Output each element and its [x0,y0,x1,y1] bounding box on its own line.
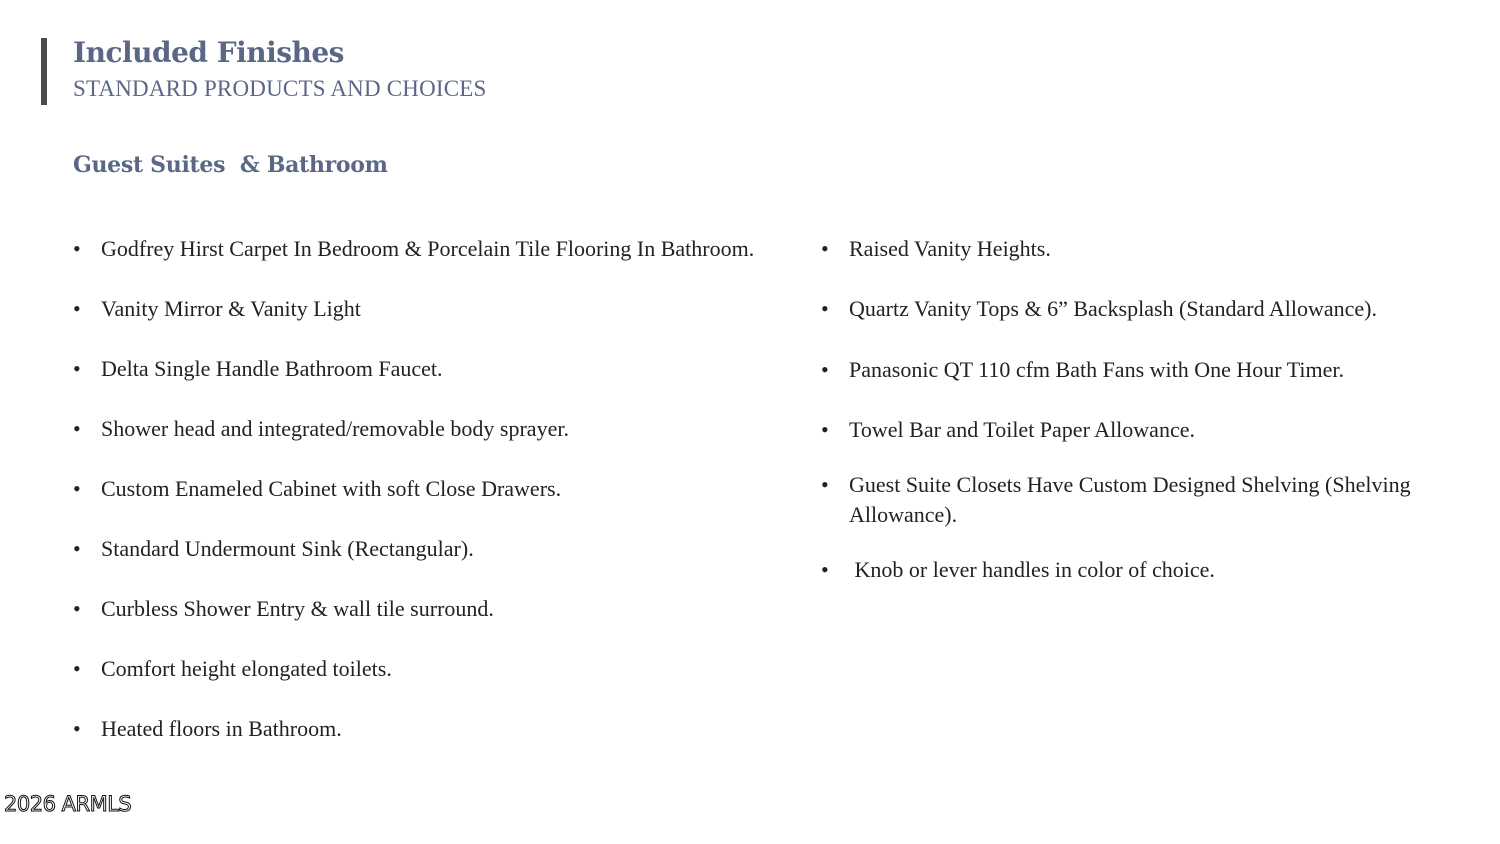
list-item-text: Curbless Shower Entry & wall tile surround. [101,596,494,621]
list-item [821,294,1461,324]
bullet-icon: • [73,236,81,261]
list-item-text: Standard Undermount Sink (Rectangular). [101,536,474,561]
list-item-text: Guest Suite Closets Have Custom Designed Shelving (Shelving Allowance). [849,472,1415,527]
bullet-icon: • [73,716,81,741]
list-item-text: Delta Single Handle Bathroom Faucet. [101,356,443,381]
page-title: Included Finishes [73,36,344,69]
page-subtitle: STANDARD PRODUCTS AND CHOICES [73,76,487,101]
list-item [821,470,1461,530]
bullet-icon: • [73,296,81,321]
list-item [821,415,1461,445]
list-item [73,534,773,564]
bullet-icon: • [73,536,81,561]
section-heading: Guest Suites & Bathroom [73,152,388,178]
bullet-icon: • [821,296,829,321]
list-item [821,234,1461,264]
list-item-text: Vanity Mirror & Vanity Light [101,296,361,321]
bullet-icon: • [73,656,81,681]
list-item [73,414,773,444]
list-item-text: Towel Bar and Toilet Paper Allowance. [849,417,1195,442]
list-item [73,354,773,384]
bullet-icon: • [73,416,81,441]
right-feature-list [821,234,1461,585]
list-item-text: Knob or lever handles in color of choice. [849,557,1215,582]
accent-bar [41,38,47,105]
list-item [821,355,1461,385]
bullet-icon: • [821,357,829,382]
list-item [73,294,773,324]
bullet-icon: • [73,356,81,381]
list-item-text: Heated floors in Bathroom. [101,716,342,741]
list-item [73,594,773,624]
list-item-text: Shower head and integrated/removable body sprayer. [101,416,569,441]
bullet-icon: • [73,476,81,501]
list-item-text: Custom Enameled Cabinet with soft Close Drawers. [101,476,562,501]
left-feature-list [73,234,773,744]
list-item [73,474,773,504]
list-item-text: Godfrey Hirst Carpet In Bedroom & Porcelain Tile Flooring In Bathroom. [101,236,755,261]
bullet-icon: • [821,236,829,261]
bullet-icon: • [821,417,829,442]
bullet-icon: • [821,557,829,582]
list-item-text: Panasonic QT 110 cfm Bath Fans with One Hour Timer. [849,357,1344,382]
watermark: 2026 ARMLS [4,792,132,816]
list-item-text: Raised Vanity Heights. [849,236,1051,261]
list-item [73,234,773,264]
list-item [821,555,1461,585]
list-item [73,654,773,684]
list-item-text: Comfort height elongated toilets. [101,656,392,681]
bullet-icon: • [73,596,81,621]
list-item [73,714,773,744]
list-item-text: Quartz Vanity Tops & 6” Backsplash (Standard Allowance). [849,296,1377,321]
bullet-icon: • [821,472,829,497]
